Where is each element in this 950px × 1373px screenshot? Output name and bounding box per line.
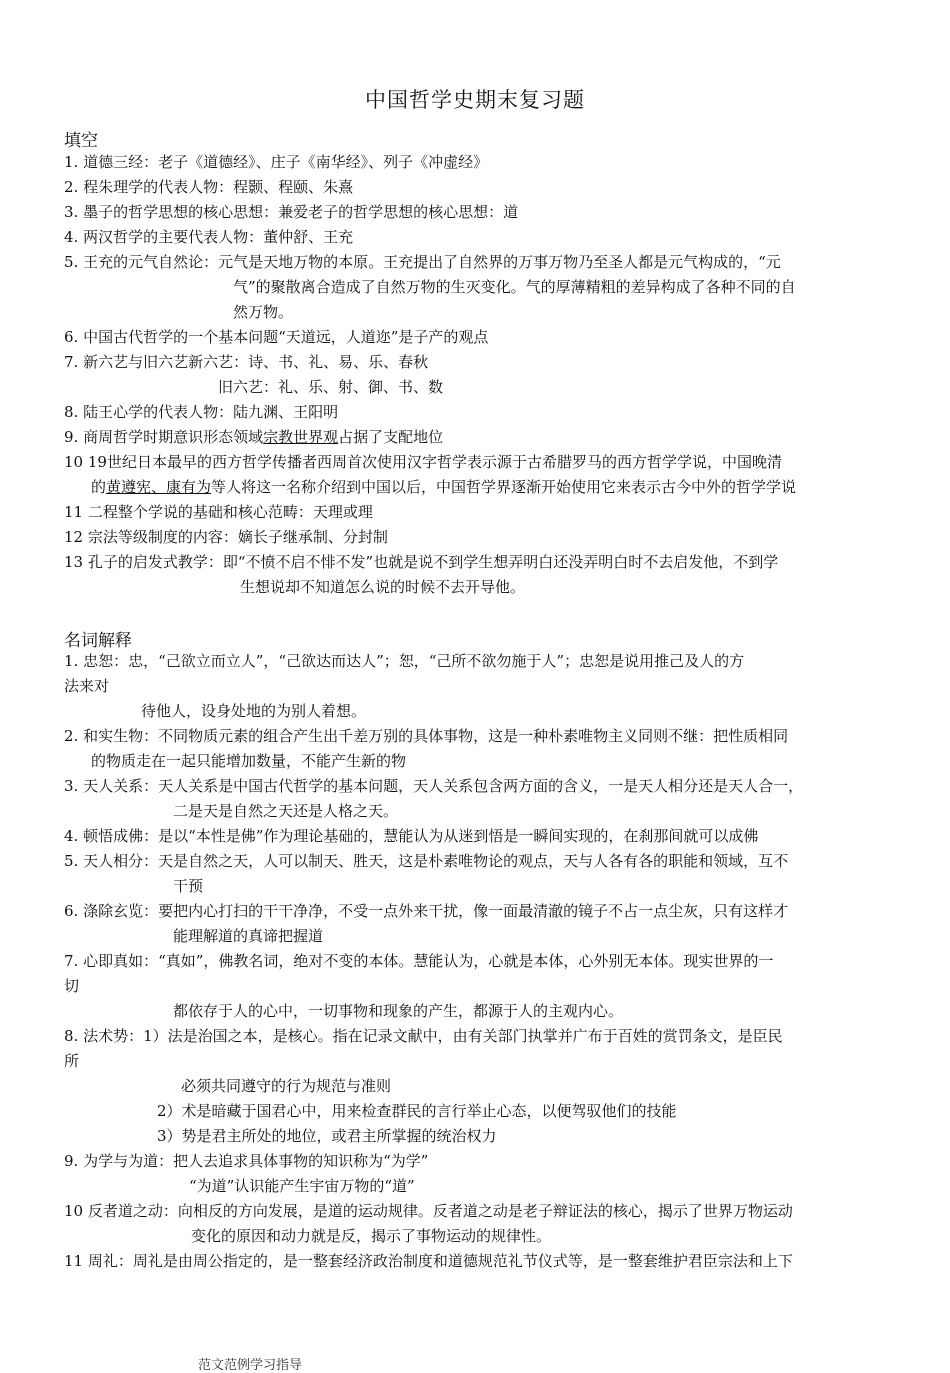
term-4: 4. 顿悟成佛：是以“本性是佛”作为理论基础的，慧能认为从迷到悟是一瞬间实现的，在刹那间就可以成佛 xyxy=(64,827,759,845)
fill-item-10-text-a: 的 xyxy=(91,478,107,496)
term-1-line-2: 法来对 xyxy=(64,677,110,695)
term-7-line-1: 7. 心即真如：“真如”，佛教名词，绝对不变的本体。慧能认为，心就是本体，心外别无本体。现实世界的一 xyxy=(64,952,774,970)
fill-item-6: 6. 中国古代哲学的一个基本问题“天道远，人道迩”是子产的观点 xyxy=(64,328,489,346)
fill-item-12: 12 宗法等级制度的内容：嫡长子继承制、分封制 xyxy=(64,528,388,546)
fill-item-1: 1. 道德三经：老子《道德经》、庄子《南华经》、列子《冲虚经》 xyxy=(64,153,489,171)
fill-item-9-underlined: 宗教世界观 xyxy=(263,428,339,446)
term-10-line-2: 变化的原因和动力就是反，揭示了事物运动的规律性。 xyxy=(191,1227,552,1245)
term-8-line-1: 8. 法术势：1）法是治国之本，是核心。指在记录文献中，由有关部门执掌并广布于百姓的赏罚条文，是臣民 xyxy=(64,1027,783,1045)
term-7-line-2: 切 xyxy=(64,977,80,995)
fill-item-7-line-2: 旧六艺：礼、乐、射、御、书、数 xyxy=(218,378,444,396)
page-title: 中国哲学史期末复习题 xyxy=(365,88,585,112)
fill-item-7-line-1: 7. 新六艺与旧六艺新六艺：诗、书、礼、易、乐、春秋 xyxy=(64,353,429,371)
fill-item-10-line-2 xyxy=(91,477,796,497)
term-1-line-1: 1. 忠恕：忠，“己欲立而立人”，“己欲达而达人”；恕，“己所不欲勿施于人”；忠恕是说用推己及人的方 xyxy=(64,652,745,670)
term-6-line-1: 6. 涤除玄览：要把内心打扫的干干净净，不受一点外来干扰，像一面最清澈的镜子不占一点尘灰，只有这样才 xyxy=(64,902,789,920)
fill-item-13-line-2: 生想说却不知道怎么说的时候不去开导他。 xyxy=(240,578,526,596)
term-8-line-3: 必须共同遵守的行为规范与准则 xyxy=(181,1077,392,1095)
fill-item-9 xyxy=(64,427,443,447)
term-8-line-2: 所 xyxy=(64,1052,80,1070)
term-3-line-1: 3. 天人关系：天人关系是中国古代哲学的基本问题，天人关系包含两方面的含义，一是天人相分还是天人合一， xyxy=(64,777,804,795)
fill-item-9-text-b: 占据了支配地位 xyxy=(338,428,444,446)
fill-item-10-underlined: 黄遵宪、康有为 xyxy=(106,478,212,496)
term-1-line-3: 待他人，设身处地的为别人着想。 xyxy=(141,702,367,720)
term-2-line-1: 2. 和实生物：不同物质元素的组合产生出千差万别的具体事物，这是一种朴素唯物主义同则不继：把性质相同 xyxy=(64,727,789,745)
fill-section-heading: 填空 xyxy=(64,131,98,151)
fill-item-13-line-1: 13 孔子的启发式教学：即“不愤不启不悱不发”也就是说不到学生想弄明白还没弄明白时不去启发他，不到学 xyxy=(64,553,779,571)
term-5-line-1: 5. 天人相分：天是自然之天，人可以制天、胜天，这是朴素唯物论的观点，天与人各有各的职能和领域，互不 xyxy=(64,852,789,870)
term-10-line-1: 10 反者道之动：向相反的方向发展，是道的运动规律。反者道之动是老子辩证法的核心，揭示了世界万物运动 xyxy=(64,1202,793,1220)
fill-item-8: 8. 陆王心学的代表人物：陆九渊、王阳明 xyxy=(64,403,339,421)
fill-item-5-line-1: 5. 王充的元气自然论：元气是天地万物的本原。王充提出了自然界的万事万物乃至圣人都是元气构成的，“元 xyxy=(64,253,781,271)
fill-item-10-line-1: 10 19世纪日本最早的西方哲学传播者西周首次使用汉字哲学表示源于古希腊罗马的西方哲学学说，中国晚清 xyxy=(64,453,782,471)
fill-item-2: 2. 程朱理学的代表人物：程颢、程颐、朱熹 xyxy=(64,178,354,196)
fill-item-4: 4. 两汉哲学的主要代表人物：董仲舒、王充 xyxy=(64,228,354,246)
fill-item-5-line-3: 然万物。 xyxy=(233,303,294,321)
term-5-line-2: 干预 xyxy=(173,877,204,895)
term-7-line-3: 都依存于人的心中，一切事物和现象的产生，都源于人的主观内心。 xyxy=(173,1002,624,1020)
fill-item-11: 11 二程整个学说的基础和核心范畴：天理或理 xyxy=(64,503,373,521)
term-9-line-2: “为道”认识能产生宇宙万物的“道” xyxy=(189,1177,415,1195)
term-8-line-4: 2）术是暗藏于国君心中，用来检查群民的言行举止心态，以便驾驭他们的技能 xyxy=(157,1102,677,1120)
term-11: 11 周礼：周礼是由周公指定的，是一整套经济政治制度和道德规范礼节仪式等，是一整套维护君臣宗法和上下 xyxy=(64,1252,793,1270)
term-9-line-1: 9. 为学与为道：把人去追求具体事物的知识称为“为学” xyxy=(64,1152,429,1170)
term-8-line-5: 3）势是君主所处的地位，或君主所掌握的统治权力 xyxy=(157,1127,497,1145)
fill-item-3: 3. 墨子的哲学思想的核心思想：兼爱老子的哲学思想的核心思想：道 xyxy=(64,203,519,221)
fill-item-10-text-b: 等人将这一名称介绍到中国以后，中国哲学界逐渐开始使用它来表示古今中外的哲学学说 xyxy=(211,478,797,496)
term-6-line-2: 能理解道的真谛把握道 xyxy=(173,927,324,945)
fill-item-5-line-2: 气”的聚散离合造成了自然万物的生灭变化。气的厚薄精粗的差异构成了各种不同的自 xyxy=(233,278,796,296)
term-2-line-2: 的物质走在一起只能增加数量，不能产生新的物 xyxy=(91,752,407,770)
page-footer: 范文范例学习指导 xyxy=(198,1358,303,1373)
fill-item-9-text-a: 9. 商周哲学时期意识形态领域 xyxy=(64,428,264,446)
terms-section-heading: 名词解释 xyxy=(64,631,132,651)
term-3-line-2: 二是天是自然之天还是人格之天。 xyxy=(173,802,399,820)
